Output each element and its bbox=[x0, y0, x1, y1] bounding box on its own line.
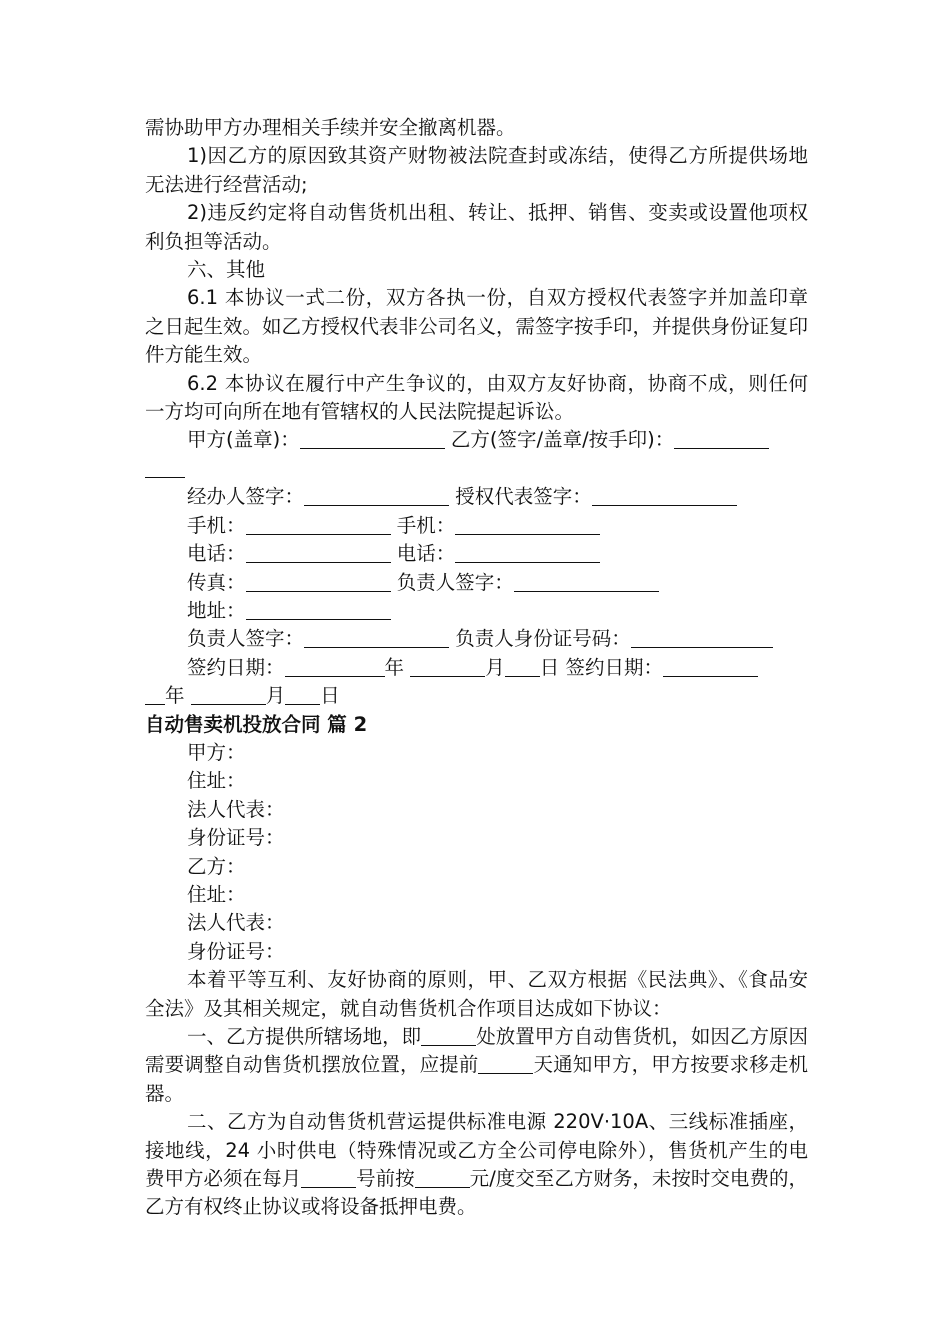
person-in-charge-b-blank bbox=[514, 571, 659, 592]
id-a-field: 身份证号： bbox=[187, 826, 285, 850]
clause-2-part-b: 号前按 bbox=[356, 1167, 415, 1191]
handler-sign-blank bbox=[304, 485, 449, 506]
signature-line-parties-continued bbox=[145, 455, 808, 483]
paragraph-remove-machine: 需协助甲方办理相关手续并安全撤离机器。 bbox=[145, 116, 516, 139]
date-b-month-blank bbox=[191, 684, 266, 705]
signature-line-handler bbox=[145, 483, 808, 511]
date-a-year: 年 bbox=[384, 655, 405, 679]
mobile-b-label: 手机： bbox=[396, 513, 456, 537]
person-in-charge-a-label: 负责人签字： bbox=[187, 627, 305, 651]
date-a-day: 日 bbox=[539, 655, 560, 679]
date-b-label: 签约日期： bbox=[565, 655, 663, 679]
paragraph-clause-2 bbox=[145, 1108, 808, 1222]
clause-2-day-blank bbox=[301, 1167, 356, 1188]
party-b-field: 乙方： bbox=[187, 854, 246, 878]
authorized-rep-sign-label: 授权代表签字： bbox=[455, 485, 592, 509]
date-b-year-blank bbox=[663, 656, 758, 677]
party-b-sign-blank-continued bbox=[145, 457, 185, 478]
address-b-field: 住址： bbox=[187, 882, 246, 906]
paragraph-intro: 本着平等互利、友好协商的原则，甲、乙双方根据《民法典》、《食品安全法》及其相关规定，就自动售货机合作项目达成如下协议： bbox=[145, 968, 808, 1020]
date-b-year: 年 bbox=[165, 684, 185, 708]
clause-1-location-blank bbox=[421, 1025, 476, 1046]
clause-2-part-a: 二、乙方为自动售货机营运提供标准电源 220V·10A、三线标准插座，接地线，24 小时供电（特殊情况或乙方全公司停电除外），售货机产生的电费甲方必须在每月 bbox=[145, 1110, 808, 1191]
clause-2-part-c: 元/度交至乙方财务，未按时交电费的，乙方有权终止协议或将设备抵押电费。 bbox=[145, 1167, 808, 1219]
section-heading-other: 六、其他 bbox=[187, 258, 266, 282]
date-a-month: 月 bbox=[485, 655, 505, 679]
party-b-sign-label: 乙方(签字/盖章/按手印)： bbox=[450, 428, 675, 452]
id-number-label: 负责人身份证号码： bbox=[455, 627, 631, 651]
party-a-seal-label: 甲方(盖章)： bbox=[187, 428, 300, 452]
phone-b-label: 电话： bbox=[396, 542, 456, 566]
date-a-day-blank bbox=[505, 656, 540, 677]
fax-label: 传真： bbox=[187, 570, 246, 594]
date-b-day-blank bbox=[285, 684, 320, 705]
clause-1-part-c: 天通知甲方，甲方按要求移走机器。 bbox=[145, 1053, 808, 1105]
paragraph-item-1: 1)因乙方的原因致其资产财物被法院查封或冻结，使得乙方所提供场地无法进行经营活动; bbox=[145, 144, 808, 196]
date-a-label: 签约日期： bbox=[187, 655, 285, 679]
paragraph-item-2: 2)违反约定将自动售货机出租、转让、抵押、销售、变卖或设置他项权利负担等活动。 bbox=[145, 201, 808, 253]
signature-line-date bbox=[145, 654, 808, 682]
signature-line-person-in-charge bbox=[145, 625, 808, 653]
clause-2-price-blank bbox=[415, 1167, 470, 1188]
clause-1-part-b: 处放置甲方自动售货机，如因乙方原因需要调整自动售货机摆放位置，应提前 bbox=[145, 1025, 808, 1077]
legal-rep-b-field: 法人代表： bbox=[187, 911, 285, 935]
party-b-sign-blank bbox=[674, 428, 769, 449]
signature-line-fax bbox=[145, 569, 808, 597]
paragraph-clause-1 bbox=[145, 1023, 808, 1108]
paragraph-clause-6-1: 6.1 本协议一式二份，双方各执一份，自双方授权代表签字并加盖印章之日起生效。如乙方授权代表非公司名义，需签字按手印，并提供身份证复印件方能生效。 bbox=[145, 286, 809, 367]
signature-line-date-continued bbox=[145, 682, 808, 710]
contract-2-title: 自动售卖机投放合同 篇 2 bbox=[145, 712, 368, 736]
phone-b-blank bbox=[455, 542, 600, 563]
date-a-month-blank bbox=[410, 656, 485, 677]
id-number-blank bbox=[631, 627, 773, 648]
mobile-b-blank bbox=[455, 514, 600, 535]
handler-sign-label: 经办人签字： bbox=[187, 485, 305, 509]
date-b-month: 月 bbox=[265, 684, 286, 708]
address-blank bbox=[246, 599, 391, 620]
phone-a-blank bbox=[246, 542, 391, 563]
document-page bbox=[145, 114, 808, 1222]
phone-a-label: 电话： bbox=[187, 542, 246, 566]
legal-rep-a-field: 法人代表： bbox=[187, 797, 285, 821]
person-in-charge-b-label: 负责人签字： bbox=[396, 570, 514, 594]
address-label: 地址： bbox=[187, 598, 246, 622]
date-b-year-blank-continued bbox=[145, 684, 165, 705]
party-a-field: 甲方： bbox=[187, 740, 246, 764]
date-a-year-blank bbox=[285, 656, 385, 677]
paragraph-clause-6-2: 6.2 本协议在履行中产生争议的，由双方友好协商，协商不成，则任何一方均可向所在地有管辖权的人民法院提起诉讼。 bbox=[145, 371, 808, 424]
date-b-day: 日 bbox=[320, 684, 340, 708]
mobile-a-label: 手机： bbox=[187, 513, 246, 537]
id-b-field: 身份证号： bbox=[187, 939, 285, 963]
signature-line-parties bbox=[145, 426, 808, 454]
signature-line-phone bbox=[145, 540, 808, 568]
authorized-rep-sign-blank bbox=[592, 485, 737, 506]
person-in-charge-a-blank bbox=[304, 627, 449, 648]
clause-1-part-a: 一、乙方提供所辖场地，即 bbox=[187, 1025, 422, 1048]
fax-blank bbox=[246, 571, 391, 592]
mobile-a-blank bbox=[246, 514, 391, 535]
clause-1-days-blank bbox=[478, 1053, 533, 1074]
signature-line-address bbox=[145, 597, 808, 625]
party-a-seal-blank bbox=[300, 428, 445, 449]
address-a-field: 住址： bbox=[187, 769, 246, 793]
signature-line-mobile bbox=[145, 512, 808, 540]
